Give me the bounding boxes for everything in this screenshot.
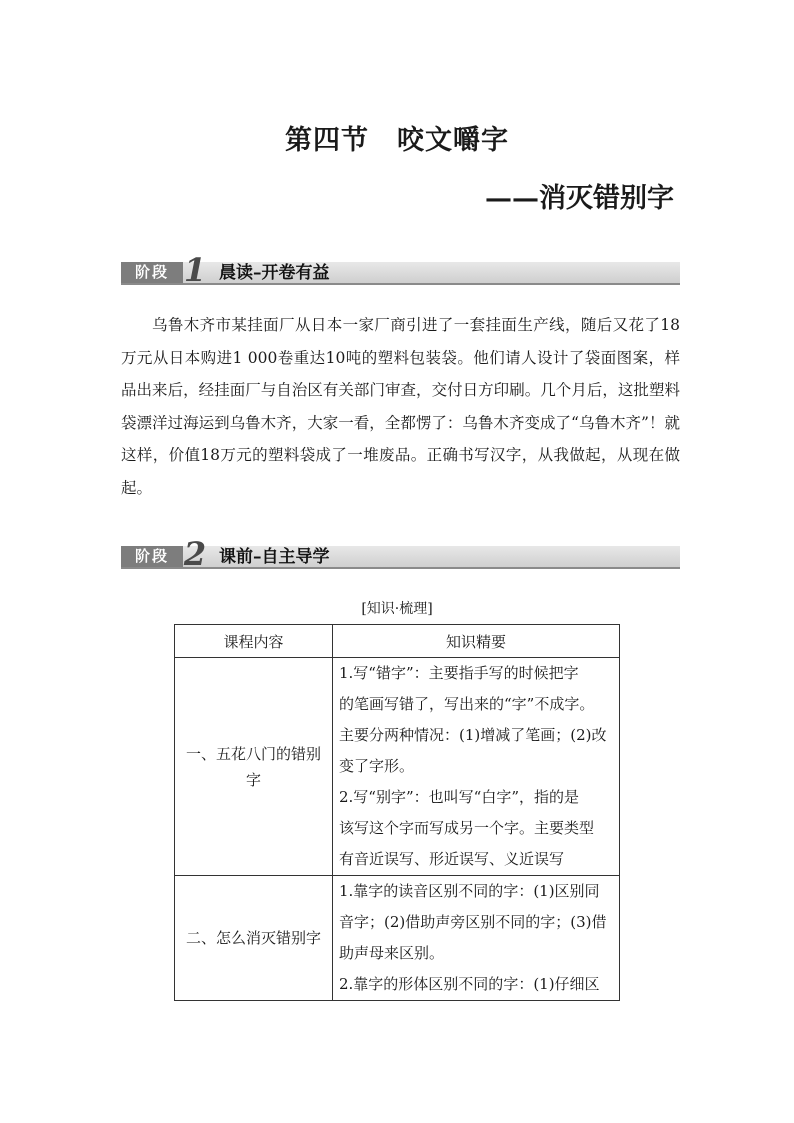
page-title <box>0 118 794 157</box>
row-topic: 二、怎么消灭错别字 <box>175 876 333 1001</box>
row-content <box>333 876 620 1001</box>
stage-number: 1 <box>183 251 207 289</box>
stage-label: 晨读–开卷有益 <box>219 263 330 283</box>
content-line: 该写这个字而写成另一个字。主要类型 <box>339 819 595 837</box>
page-subtitle: ——消灭错别字 <box>485 183 674 214</box>
content-line: 音字；(2)借助声旁区别不同的字；(3)借 <box>339 913 607 931</box>
knowledge-table <box>174 624 620 1001</box>
header-course-content: 课程内容 <box>175 625 333 658</box>
table-caption: [知识·梳理] <box>361 601 433 617</box>
content-line: 的笔画写错了，写出来的“字”不成字。 <box>339 695 595 713</box>
row-topic: 一、五花八门的错别字 <box>175 658 333 876</box>
table-row <box>175 876 620 1001</box>
stage-tag: 阶段 <box>121 262 183 283</box>
reading-passage: 乌鲁木齐市某挂面厂从日本一家厂商引进了一套挂面生产线，随后又花了18万元从日本购进1 000卷重达10吨的塑料包装袋。他们请人设计了袋面图案，样品出来后，经挂面厂与自治区有关部门审查，交付日方印刷。几个月后，这批塑料袋漂洋过海运到乌鲁木齐，大家一看，全都愣了：乌鲁木齐变成了“乌鲁木齐”！就这样，价值18万元的塑料袋成了一堆废品。正确书写汉字，从我做起，从现在做起。 <box>121 316 680 497</box>
stage-tag: 阶段 <box>121 546 183 567</box>
content-line: 1.靠字的读音区别不同的字：(1)区别同 <box>339 882 600 900</box>
row-content <box>333 658 620 876</box>
section-title: 咬文嚼字 <box>397 125 509 156</box>
content-line: 2.靠字的形体区别不同的字：(1)仔细区 <box>339 975 600 993</box>
stage-label: 课前–自主导学 <box>219 547 330 567</box>
header-knowledge-essentials: 知识精要 <box>333 625 620 658</box>
table-row <box>175 658 620 876</box>
content-line: 2.写“别字”：也叫写“白字”，指的是 <box>339 788 579 806</box>
content-line: 1.写“错字”：主要指手写的时候把字 <box>339 664 579 682</box>
stage-1-banner <box>121 251 680 289</box>
table-header-row <box>175 625 620 658</box>
section-number: 第四节 <box>285 125 369 156</box>
content-line: 变了字形。 <box>339 757 415 775</box>
content-line: 助声母来区别。 <box>339 944 445 962</box>
content-line: 主要分两种情况：(1)增减了笔画；(2)改 <box>339 726 607 744</box>
stage-2-banner <box>121 535 680 573</box>
stage-number: 2 <box>183 535 207 573</box>
content-line: 有音近误写、形近误写、义近误写 <box>339 850 565 868</box>
